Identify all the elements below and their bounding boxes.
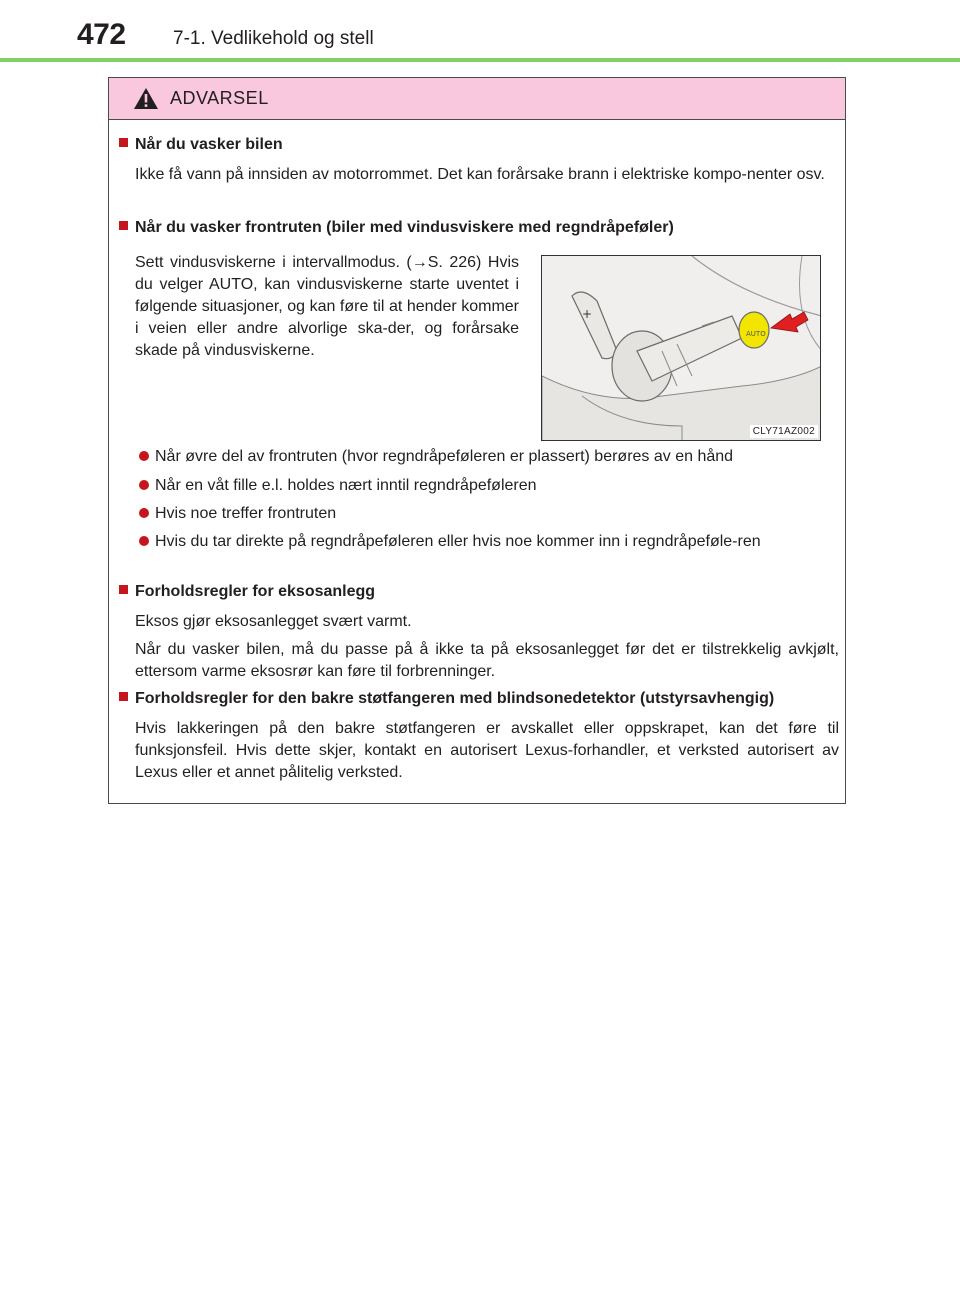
paragraph: Hvis lakkeringen på den bakre støtfangeren er avskallet eller oppskrapet, kan det føre til funksjonsfeil. Hvis dette skjer, kontakt en autorisert Lexus-forhandler, et verksted autorisert av Lexus eller et annet pålitelig verksted. xyxy=(135,720,839,781)
round-bullet-icon xyxy=(139,508,149,518)
round-bullet-icon xyxy=(139,480,149,490)
paragraph-intro: Sett vindusviskerne i intervallmodus. (→S. 226) Hvis du velger AUTO, kan vindusviskerne starte uventet i følgende situasjoner, og kan føre til at hender kommer i veien eller andre alvorlige ska-der, og forårsake skade på vindusviskerne. xyxy=(135,254,519,359)
section-title: 7-1. Vedlikehold og stell xyxy=(173,28,374,49)
list-item: Hvis du tar direkte på regndråpeføleren eller hvis noe kommer inn i regndråpeføle-ren xyxy=(139,531,857,553)
header-rule xyxy=(0,58,960,62)
wiper-lever-drawing xyxy=(542,256,821,441)
section-heading-bumper: Forholdsregler for den bakre støtfangeren med blindsonedetektor (utstyrsavhengig) xyxy=(119,690,774,708)
square-bullet-icon xyxy=(119,221,128,230)
warning-content xyxy=(109,78,845,803)
wiper-switch-illustration xyxy=(541,255,821,441)
paragraph: Eksos gjør eksosanlegget svært varmt. xyxy=(135,613,412,630)
list-item: Når en våt fille e.l. holdes nært inntil regndråpeføleren xyxy=(139,475,857,497)
square-bullet-icon xyxy=(119,585,128,594)
section-heading-washing: Når du vasker bilen xyxy=(119,136,283,154)
section-heading-windshield: Når du vasker frontruten (biler med vindusviskere med regndråpeføler) xyxy=(119,219,674,237)
section-heading-exhaust: Forholdsregler for eksosanlegg xyxy=(119,583,375,601)
svg-text:+: + xyxy=(582,307,593,321)
list-item: Hvis noe treffer frontruten xyxy=(139,503,857,525)
warning-title: ADVARSEL xyxy=(170,88,269,108)
warning-box xyxy=(108,77,846,804)
list-item: Når øvre del av frontruten (hvor regndråpeføleren er plassert) berøres av en hånd xyxy=(139,446,857,468)
svg-text:AUTO: AUTO xyxy=(746,330,766,338)
page-header xyxy=(0,0,960,64)
square-bullet-icon xyxy=(119,692,128,701)
figure-label: CLY71AZ002 xyxy=(750,425,818,438)
paragraph: Ikke få vann på innsiden av motorrommet. Det kan forårsake brann i elektriske kompo-nenter osv. xyxy=(135,166,825,183)
page-number: 472 xyxy=(77,18,126,51)
round-bullet-icon xyxy=(139,536,149,546)
square-bullet-icon xyxy=(119,138,128,147)
round-bullet-icon xyxy=(139,451,149,461)
paragraph: Når du vasker bilen, må du passe på å ikke ta på eksosanlegget før det er tilstrekkelig avkjølt, ettersom varme eksosrør kan føre til forbrenninger. xyxy=(135,641,839,680)
